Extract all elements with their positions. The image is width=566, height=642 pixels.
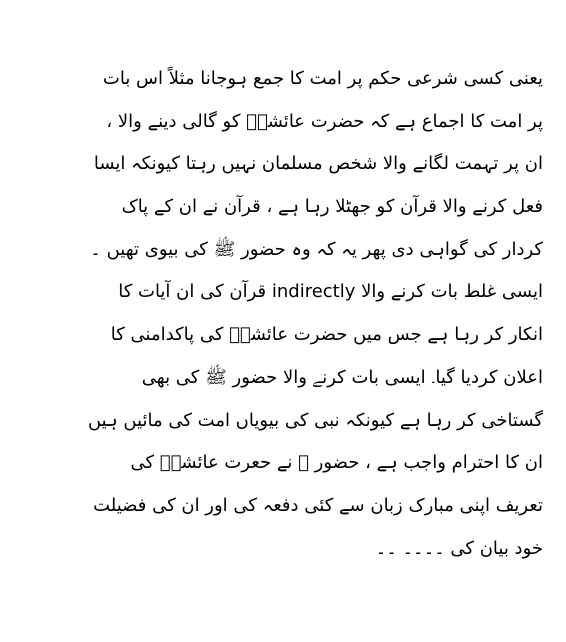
text-line: تعریف اپنی مبارک زبان سے کئی دفعہ کی اور ان کی فضیلت bbox=[93, 494, 543, 516]
text-line: ان پر تہمت لگانے والا شخص مسلمان نہیں رہتا کیونکہ ایسا bbox=[93, 153, 543, 175]
text-line: ان کا احترام واجب ہے ، حضور ﷺ نے حعرت عائشہؓ کی bbox=[130, 452, 543, 474]
urdu-paragraph bbox=[28, 58, 543, 570]
text-line: گستاخی کر رہا ہے کیونکہ نبی کی بیویاں امت کی مائیں ہیں bbox=[87, 409, 543, 431]
text-line: فعل کرنے والا قرآن کو جھٹلا رہا ہے ، قرآن نے ان کے پاک bbox=[121, 196, 543, 218]
text-line: انکار کر رہا ہے جس میں حضرت عائشہؓ کی پاکدامنی کا bbox=[110, 324, 543, 346]
text-line: خود بیان کی ۔۔۔۔ ۔۔ bbox=[375, 537, 543, 559]
text-line: اعلان کردیا گیا۔ ایسی بات کرنے والا حضور ﷺ کی بھی bbox=[141, 366, 543, 388]
text-line: پر امت کا اجماع ہے کہ حضرت عائشہؓ کو گالی دینے والا ، bbox=[106, 110, 543, 132]
text-line: ایسی غلط بات کرنے والا indirectly قرآن کی ان آیات کا bbox=[118, 281, 543, 303]
text-line: یعنی کسی شرعی حکم پر امت کا جمع ہوجانا مثلاً اس بات bbox=[102, 68, 543, 89]
text-line: کردار کی گواہی دی پھر یہ کہ وہ حضور ﷺ کی بیوی تھیں ۔ bbox=[90, 238, 543, 260]
